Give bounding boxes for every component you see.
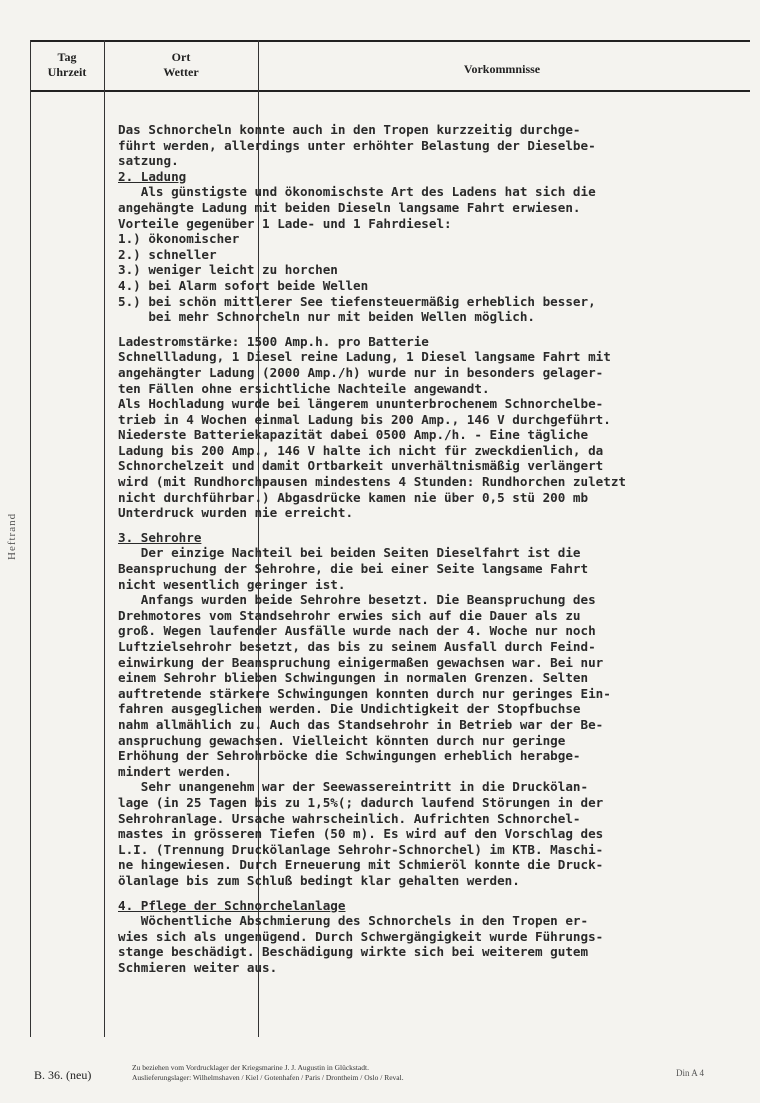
text-line: trieb in 4 Wochen einmal Ladung bis 200 Amp., 146 V durchgeführt.	[118, 411, 611, 427]
text-line: Unterdruck wurden nie erreicht.	[118, 505, 354, 521]
column-header-place-weather: Ort Wetter	[163, 50, 199, 79]
binding-margin-label: Heftrand	[6, 512, 18, 560]
text-line: mindert werden.	[118, 763, 232, 779]
text-line: Drehmotores vom Standsehrohr erwies sich auf die Dauer als zu	[118, 607, 581, 623]
text-line: führt werden, allerdings unter erhöhter Belastung der Dieselbe-	[118, 137, 596, 153]
paragraph-gap	[118, 889, 748, 898]
text-line: 3.) weniger leicht zu horchen	[118, 262, 338, 278]
text-line: Als Hochladung wurde bei längerem ununterbrochenem Schnorchelbe-	[118, 396, 604, 412]
text-line: satzung.	[118, 153, 179, 169]
text-line: 4. Pflege der Schnorchelanlage	[118, 897, 346, 913]
text-line: Niederste Batteriekapazität dabei 0500 Amp./h. - Eine tägliche	[118, 427, 589, 443]
text-line: Ladung bis 200 Amp., 146 V halte ich nicht für zweckdienlich, da	[118, 442, 604, 458]
text-line: Das Schnorcheln konnte auch in den Tropen kurzzeitig durchge-	[118, 122, 581, 137]
text-line: 4.) bei Alarm sofort beide Wellen	[118, 277, 369, 293]
text-line: 1.) ökonomischer	[118, 231, 240, 247]
text-line: anspruchung gewachsen. Vielleicht könnten durch nur geringe	[118, 732, 566, 748]
text-line: stange beschädigt. Beschädigung wirkte sich bei weiterem gutem	[118, 944, 589, 960]
column-header-events: Vorkommnisse	[463, 62, 541, 76]
text-line: Luftzielsehrohr besetzt, das bis zu seinem Ausfall durch Feind-	[118, 639, 596, 654]
text-line: wird (mit Rundhorchpausen mindestens 4 Stunden: Rundhorchen zuletzt	[118, 474, 626, 490]
text-line: nahm allmählich zu. Auch das Standsehrohr in Betrieb war der Be-	[118, 716, 604, 732]
log-text	[118, 122, 748, 975]
text-line: Wöchentliche Abschmierung des Schnorchels in den Tropen er-	[118, 913, 589, 929]
text-line: wies sich als ungenügend. Durch Schwergängigkeit wurde Führungs-	[118, 928, 604, 944]
table-top-rule	[30, 40, 750, 42]
publisher-note	[132, 1063, 652, 1083]
text-line: einem Sehrohr blieben Schwingungen in normalen Grenzen. Selten	[118, 670, 589, 686]
text-line: ölanlage bis zum Schluß bedingt klar gehalten werden.	[118, 872, 520, 888]
text-line: Schnellladung, 1 Diesel reine Ladung, 1 Diesel langsame Fahrt mit	[118, 349, 611, 365]
text-line: groß. Wegen laufender Ausfälle wurde nach der 4. Woche nur noch	[118, 623, 596, 639]
form-number: B. 36. (neu)	[34, 1068, 92, 1082]
text-line: 2. Ladung	[118, 168, 187, 184]
text-line: angehängte Ladung mit beiden Dieseln langsame Fahrt erwiesen.	[118, 199, 581, 215]
text-line: L.I. (Trennung Druckölanlage Sehrohr-Schnorchel) im KTB. Maschi-	[118, 841, 604, 857]
publisher-line-1: Zu beziehen vom Vordrucklager der Kriegsmarine J. J. Augustin in Glückstadt.	[132, 1063, 369, 1072]
text-line: fahren ausgeglichen werden. Die Undichtigkeit der Stopfbuchse	[118, 701, 581, 717]
column-header-date-time: Tag Uhrzeit	[47, 50, 87, 79]
paragraph-gap	[118, 325, 748, 334]
paper-format: Din A 4	[676, 1068, 705, 1078]
column-rule-left	[30, 40, 31, 1037]
text-line: Erhöhung der Sehrohrböcke die Schwingungen erheblich herabge-	[118, 748, 581, 764]
text-line: Sehrohranlage. Ursache wahrscheinlich. Aufrichten Schnorchel-	[118, 810, 581, 826]
text-line: 2.) schneller	[118, 246, 217, 262]
publisher-line-2: Auslieferungslager: Wilhelmshaven / Kiel / Gotenhafen / Paris / Drontheim / Oslo / Reval.	[132, 1073, 404, 1082]
text-line: ne hingewiesen. Durch Erneuerung mit Schmieröl konnte die Druck-	[118, 857, 604, 873]
column-rule-date	[104, 40, 105, 1037]
text-line: Sehr unangenehm war der Seewassereintritt in die Druckölan-	[118, 779, 589, 795]
text-line: 3. Sehrohre	[118, 529, 202, 545]
text-line: Der einzige Nachteil bei beiden Seiten Dieselfahrt ist die	[118, 545, 581, 561]
text-line: Anfangs wurden beide Sehrohre besetzt. Die Beanspruchung des	[118, 592, 596, 608]
text-line: nicht wesentlich geringer ist.	[118, 576, 346, 592]
header-bottom-rule	[30, 90, 750, 92]
text-line: bei mehr Schnorcheln nur mit beiden Wellen möglich.	[118, 309, 536, 325]
text-line: auftretende stärkere Schwingungen konnten durch nur geringes Ein-	[118, 685, 611, 701]
text-line: 5.) bei schön mittlerer See tiefensteuermäßig erheblich besser,	[118, 293, 596, 309]
text-line: Ladestromstärke: 1500 Amp.h. pro Batterie	[118, 333, 429, 349]
text-line: Beanspruchung der Sehrohre, die bei einer Seite langsame Fahrt	[118, 561, 589, 577]
text-line: Schmieren weiter aus.	[118, 959, 278, 975]
text-line: mastes in grösseren Tiefen (50 m). Es wird auf den Vorschlag des	[118, 826, 604, 842]
text-line: Vorteile gegenüber 1 Lade- und 1 Fahrdiesel:	[118, 215, 452, 231]
text-line: Schnorchelzeit und damit Ortbarkeit unverhältnismäßig verlängert	[118, 458, 604, 474]
text-line: nicht durchführbar.) Abgasdrücke kamen nie über 0,5 stü 200 mb	[118, 489, 589, 505]
text-line: lage (in 25 Tagen bis zu 1,5%(; dadurch laufend Störungen in der	[118, 794, 604, 810]
text-line: angehängter Ladung (2000 Amp./h) wurde nur in besonders gelager-	[118, 364, 604, 380]
text-line: ten Fällen ohne ersichtliche Nachteile angewandt.	[118, 380, 490, 396]
text-line: einwirkung der Beanspruchung einigermaßen gewachsen war. Bei nur	[118, 654, 604, 670]
paragraph-gap	[118, 521, 748, 530]
text-line: Als günstigste und ökonomischste Art des Ladens hat sich die	[118, 184, 596, 200]
